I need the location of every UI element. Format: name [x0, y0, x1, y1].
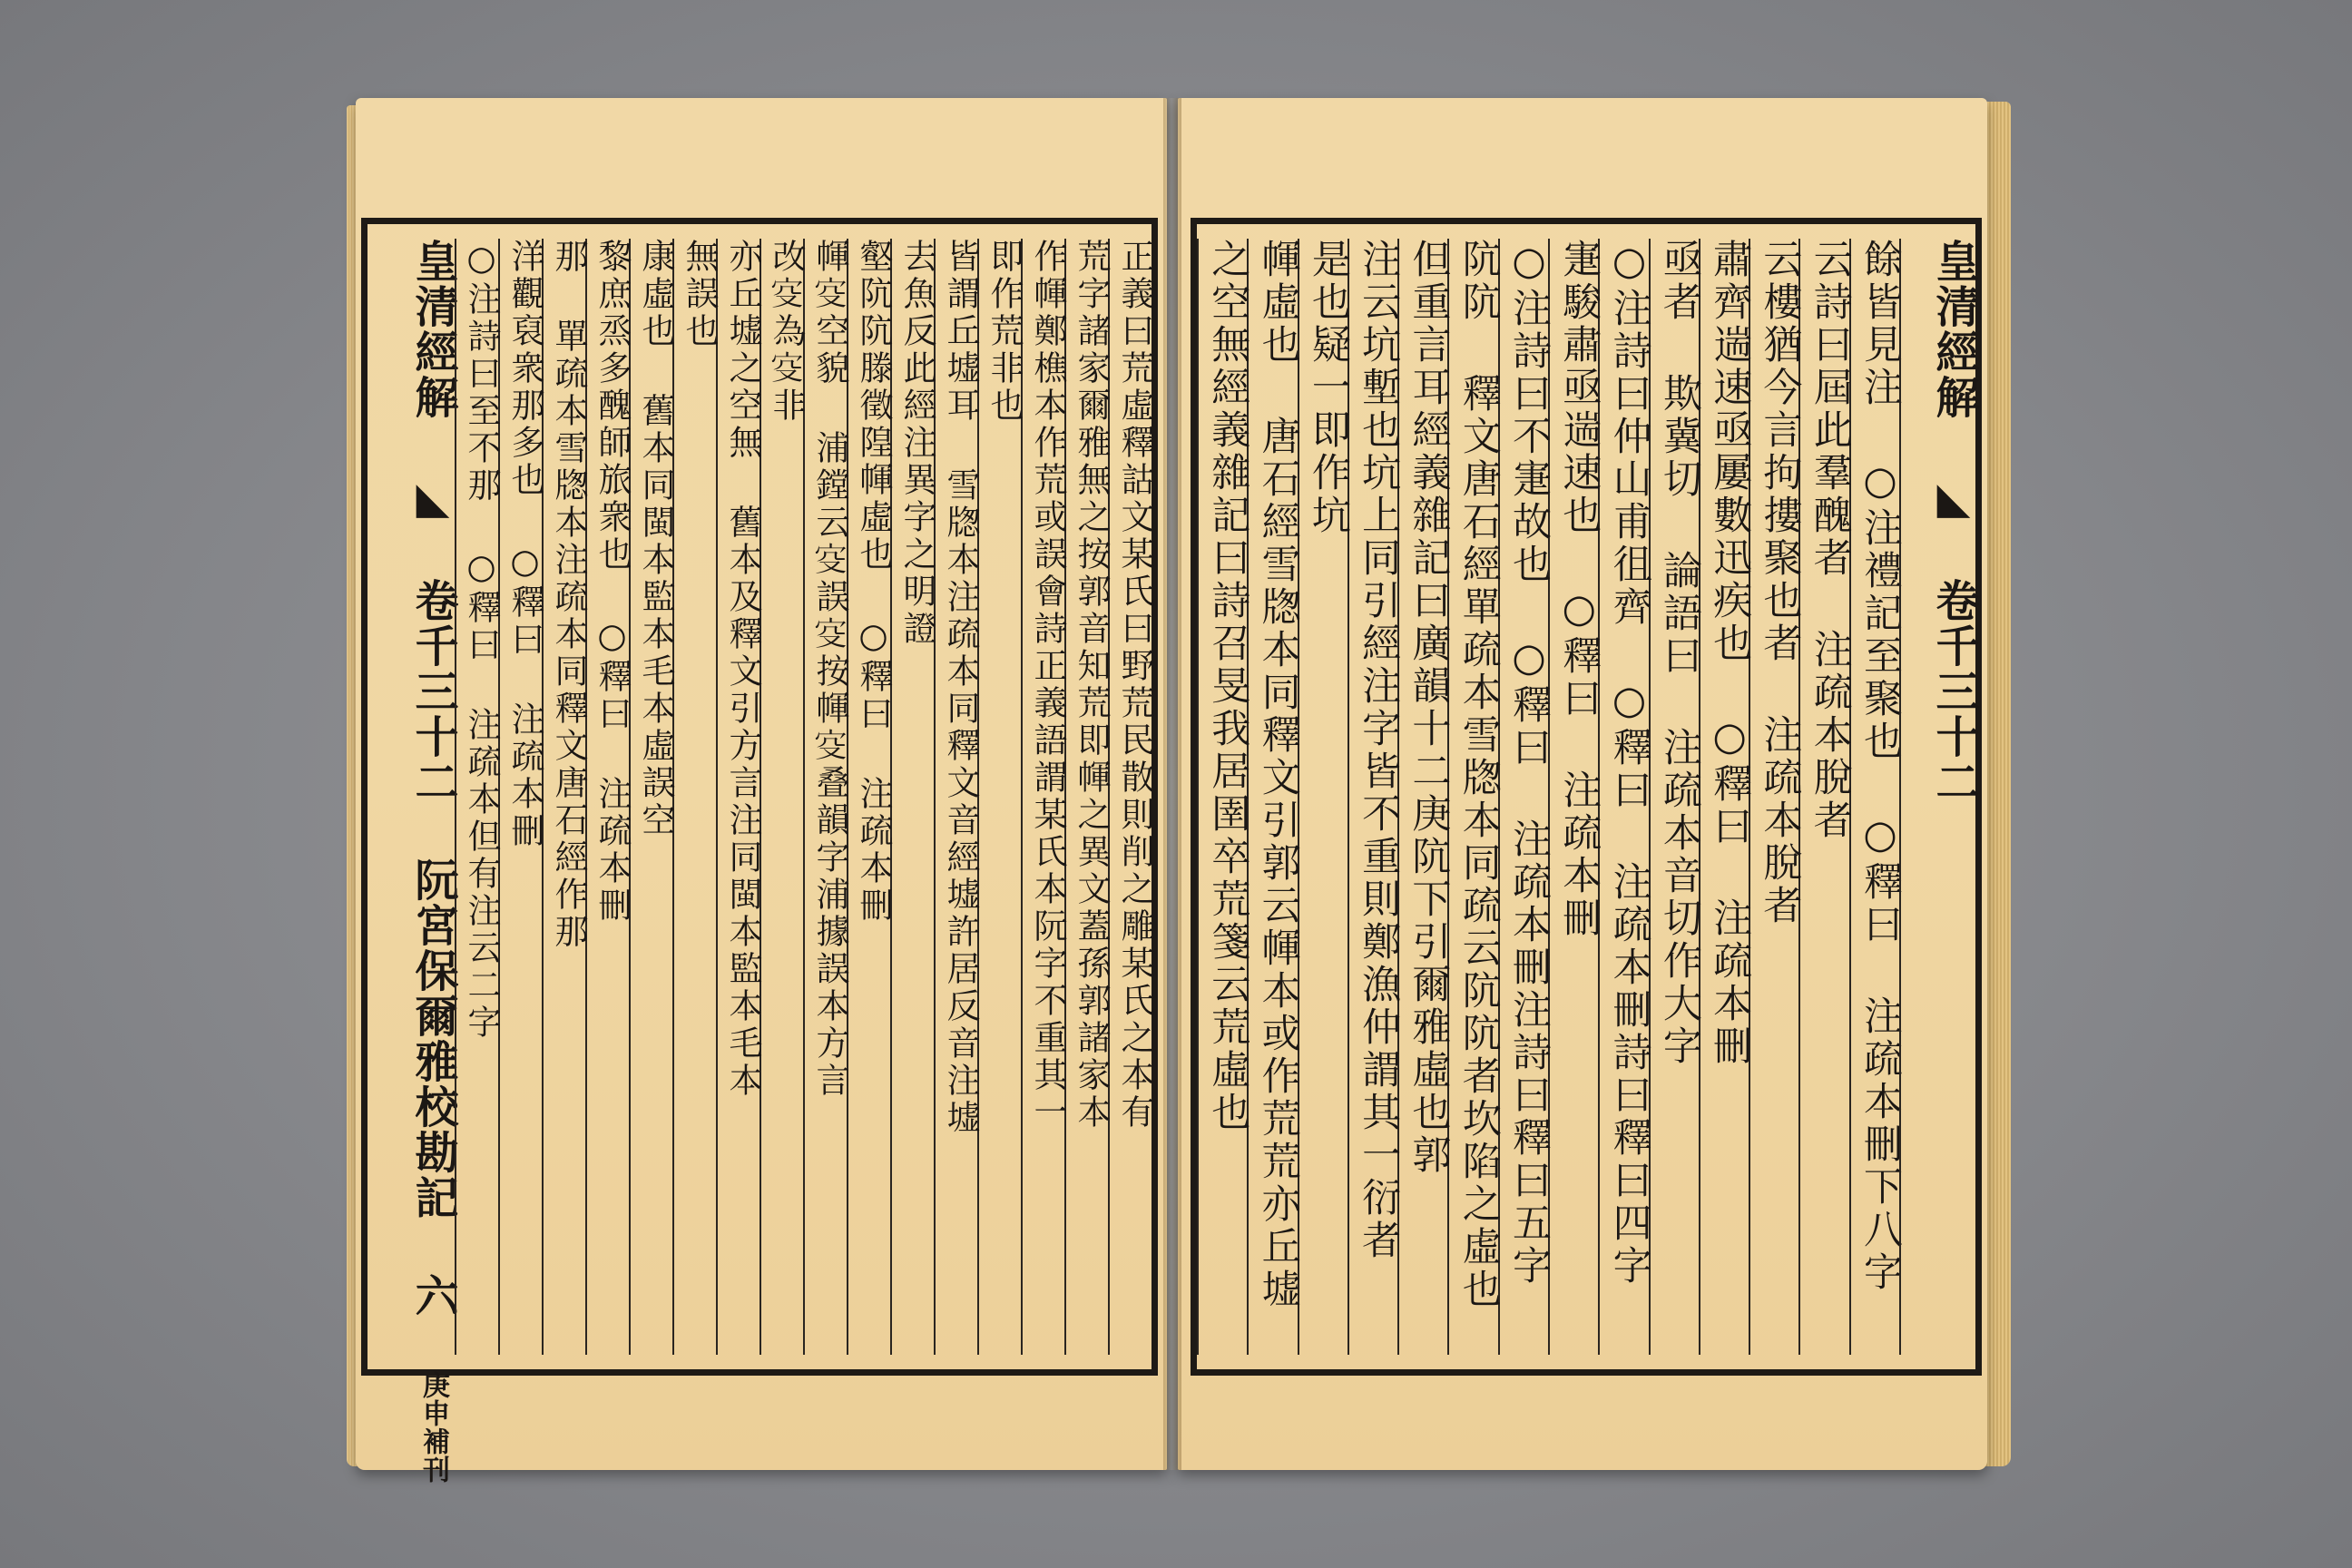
text-column — [1021, 239, 1067, 1355]
text-column — [1699, 239, 1753, 1355]
column-text: 皆謂丘墟耳 雪牎本注疏本同釋文音經墟許居反音注墟 — [941, 239, 980, 1137]
text-column — [672, 239, 719, 1355]
column-text: ○注詩曰仲山甫徂齊 ○釋曰 注疏本刪詩曰釋曰四字 — [1606, 239, 1652, 1288]
column-text: 之空無經義雜記曰詩召旻我居圉卒荒箋云荒虛也 — [1205, 239, 1251, 1134]
column-text: 康虛也 舊本同閩本監本毛本虛誤空 — [636, 239, 675, 839]
column-text: 云樓猶今言拘摟聚也者 注疏本脫者 — [1757, 239, 1803, 927]
text-column — [847, 239, 893, 1355]
column-text: 無誤也 — [680, 239, 719, 350]
right-margin-title: 皇清經解 — [1928, 239, 1979, 420]
column-text: 阬阬 釋文唐石經單疏本雪牎本同疏云阬阬者坎陷之虛也 — [1455, 239, 1502, 1311]
column-text: 改𡧔為𡧔非 — [767, 239, 806, 425]
text-column — [760, 239, 806, 1355]
text-column — [1348, 239, 1402, 1355]
column-text: 㡓𡧔空貌 浦鏜云𡧔誤𡧔按㡓𡧔叠韻字浦據誤本方言 — [810, 239, 849, 1100]
column-text: 亦丘墟之空無 舊本及釋文引方言注同閩本監本毛本 — [723, 239, 762, 1100]
column-text: 肅齊遄速亟屢數迅疾也 ○釋曰 注疏本刪 — [1707, 239, 1753, 1068]
text-column — [977, 239, 1024, 1355]
text-column — [1247, 239, 1301, 1355]
text-column — [498, 239, 542, 1355]
right-page-frame — [1191, 218, 1982, 1376]
text-column — [1108, 239, 1152, 1355]
fishtail-marker-icon: ◣ — [407, 473, 458, 525]
text-column — [1298, 239, 1351, 1355]
text-column — [1498, 239, 1552, 1355]
column-text: ○注詩曰不寁故也 ○釋曰 注疏本刪注詩曰釋曰五字 — [1505, 239, 1552, 1288]
text-column — [1197, 239, 1251, 1355]
left-margin-volume: 卷千三十二 — [407, 578, 458, 805]
text-column — [716, 239, 760, 1355]
book-gutter — [1163, 98, 1181, 1470]
column-text: 云詩曰屆此羣醜者 注疏本脫者 — [1807, 239, 1853, 842]
column-text: 㡓虛也 唐石經雪牎本同釋文引郭云㡓本或作荒荒亦丘墟 — [1255, 239, 1301, 1311]
left-page-frame — [361, 218, 1158, 1484]
column-text: 洋觀裒衆那多也 ○釋曰 注疏本刪 — [505, 239, 544, 850]
left-margin-note: 庚申補刊 — [417, 1371, 449, 1484]
right-page-edge — [1984, 102, 2011, 1466]
column-text: 注云坑塹也坑上同引經注字皆不重則鄭漁仲謂其一衍者 — [1356, 239, 1402, 1262]
column-text: 壑阬阬滕徵隍㡓虛也 ○釋曰 注疏本刪 — [854, 239, 893, 925]
column-text: 去魚反此經注異字之明證 — [897, 239, 936, 648]
column-text: 正義曰荒虛釋詁文某氏曰野荒民散則削之雕某氏之本有 — [1115, 239, 1154, 1132]
text-column — [1064, 239, 1111, 1355]
text-column — [1849, 239, 1903, 1355]
text-column — [455, 239, 501, 1355]
left-margin-column — [368, 239, 458, 1484]
column-text: ○注詩曰至不那 ○釋曰 注疏本但有注云二字 — [462, 239, 501, 1042]
text-column — [803, 239, 847, 1355]
text-column — [629, 239, 675, 1355]
right-margin-volume: 卷千三十二 — [1928, 578, 1979, 805]
text-column — [1548, 239, 1602, 1355]
column-text: 亟者 欺冀切 論語曰 注疏本音切作大字 — [1656, 239, 1702, 1068]
column-text: 是也疑一即作坑 — [1305, 239, 1351, 537]
column-text: 作㡓鄭樵本作荒或誤會詩正義語謂某氏本阮字不重其一 — [1028, 239, 1067, 1132]
left-margin-leaf: 六 — [407, 1273, 458, 1318]
text-column — [1798, 239, 1853, 1355]
fishtail-marker-icon: ◣ — [1928, 473, 1979, 525]
column-text: 寁駿肅亟遄速也 ○釋曰 注疏本刪 — [1556, 239, 1602, 940]
text-column — [1649, 239, 1702, 1355]
column-text: 餘皆見注 ○注禮記至聚也 ○釋曰 注疏本刪下八字 — [1857, 239, 1903, 1294]
left-margin-work: 阮宮保爾雅校勘記 — [407, 858, 458, 1220]
right-margin-column — [1899, 239, 1979, 1355]
text-column — [934, 239, 980, 1355]
text-column — [1447, 239, 1502, 1355]
column-text: 荒字諸家爾雅無之按郭音知荒即㡓之異文蓋孫郭諸家本 — [1072, 239, 1111, 1132]
column-text: 那 單疏本雪牎本注疏本同釋文唐石經作那 — [549, 239, 588, 951]
column-text: 黎庶烝多醜師旅衆也 ○釋曰 注疏本刪 — [593, 239, 632, 925]
text-column — [890, 239, 934, 1355]
text-column — [1598, 239, 1652, 1355]
column-text: 但重言耳經義雜記曰廣韻十二庚阬下引爾雅虛也郭 — [1406, 239, 1452, 1177]
text-column — [1749, 239, 1803, 1355]
column-text: 即作荒非也 — [985, 239, 1024, 425]
left-margin-title: 皇清經解 — [407, 239, 458, 420]
text-column — [542, 239, 588, 1355]
text-column — [1397, 239, 1452, 1355]
text-column — [585, 239, 632, 1355]
